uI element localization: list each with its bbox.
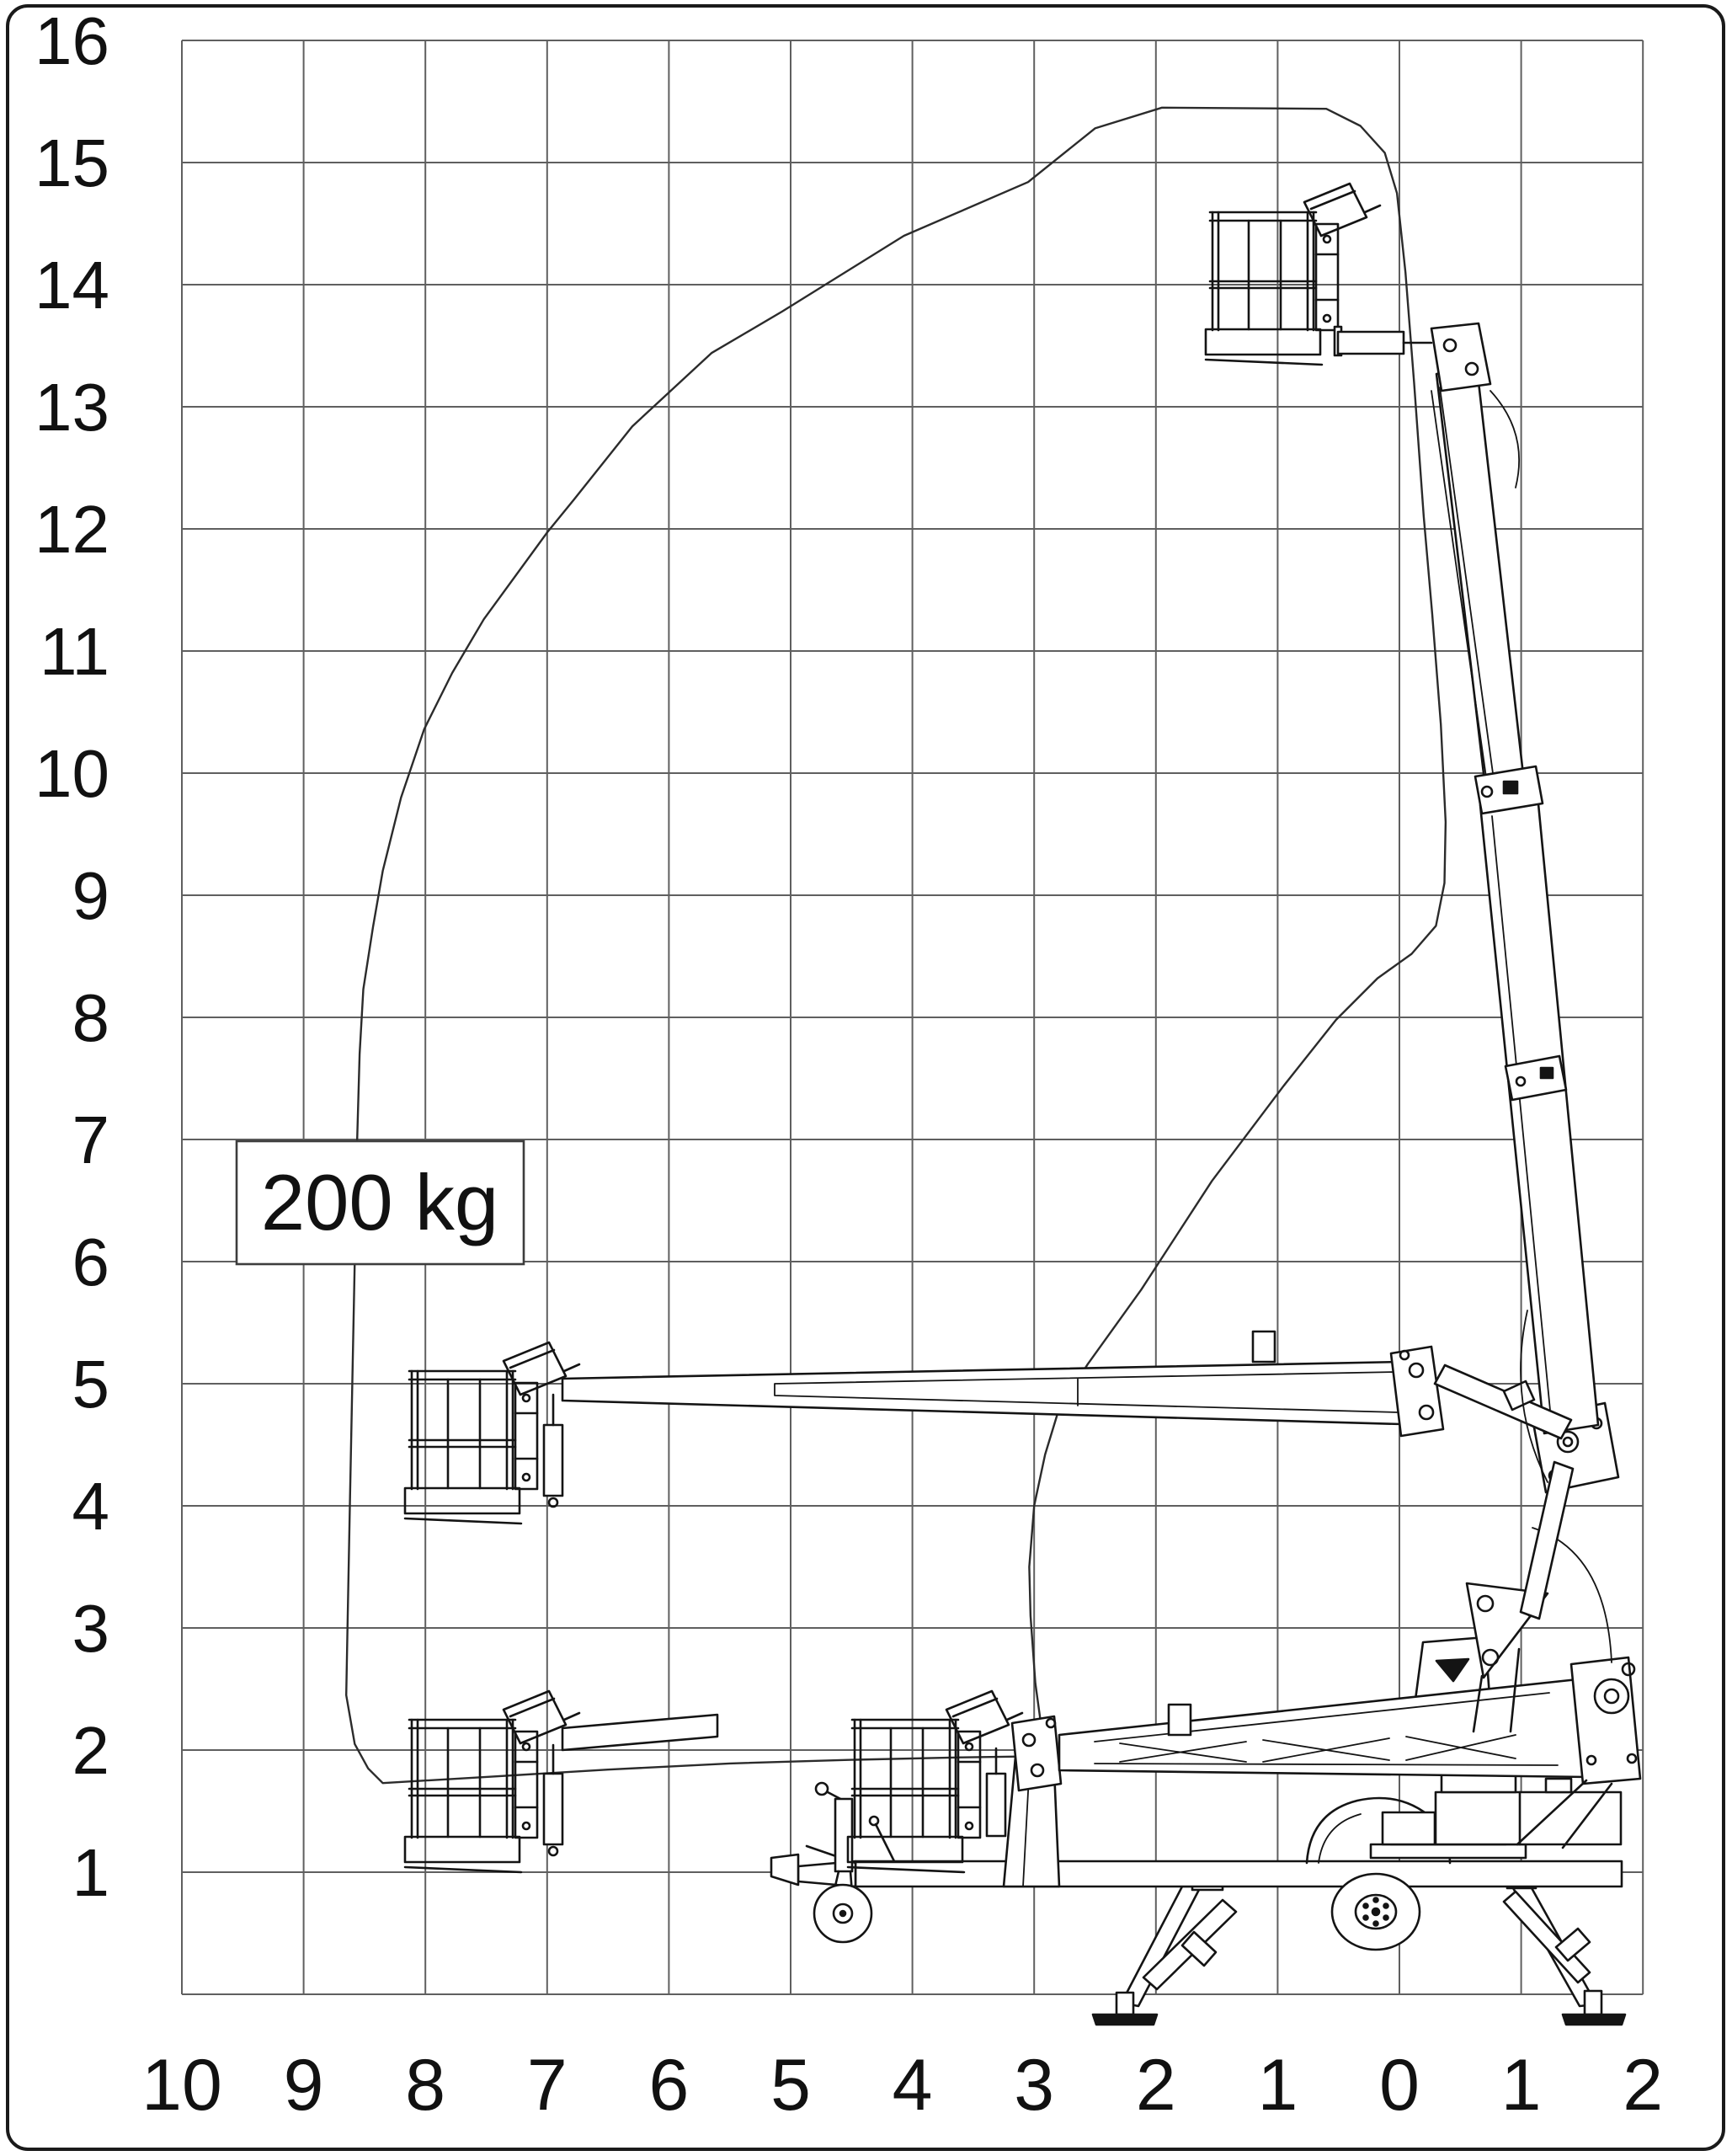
outrigger-right-foot [1563, 2015, 1625, 2025]
basket-stowed [848, 1691, 1022, 1872]
y-tick-label: 16 [35, 3, 109, 78]
jockey-crank [816, 1783, 828, 1795]
x-tick-label: 4 [892, 2045, 933, 2126]
x-tick-label: 5 [770, 2045, 811, 2126]
basket-low [405, 1691, 579, 1872]
x-tick-label: 6 [648, 2045, 690, 2126]
x-tick-label: 2 [1135, 2045, 1176, 2126]
y-tick-label: 1 [72, 1835, 109, 1910]
x-tick-label: 0 [1379, 2045, 1420, 2126]
y-tick-label: 3 [72, 1591, 109, 1666]
machine-boom-raised [1206, 184, 1618, 1732]
y-tick-label: 2 [72, 1713, 109, 1788]
y-tick-label: 9 [72, 858, 109, 933]
load-badge [237, 1141, 524, 1264]
y-tick-label: 8 [72, 980, 109, 1055]
boom-horizontal [562, 1362, 1401, 1424]
y-tick-label: 15 [35, 125, 109, 200]
head-swing-arc [1490, 391, 1519, 488]
x-tick-label: 8 [405, 2045, 446, 2126]
boom-head-block [1571, 1657, 1640, 1784]
load-badge-label: 200 kg [260, 1158, 499, 1246]
turret-pedestal [1383, 1812, 1435, 1844]
x-tick-label: 3 [1014, 2045, 1055, 2126]
y-tick-label: 4 [72, 1469, 109, 1544]
hitch-coupler [771, 1854, 798, 1885]
y-tick-label: 10 [35, 736, 109, 811]
basket-link-head [1431, 323, 1490, 391]
x-tick-label: 7 [526, 2045, 568, 2126]
boom-lower-section [1480, 795, 1598, 1433]
x-tick-label: 1 [1257, 2045, 1298, 2126]
x-tick-label: 9 [283, 2045, 324, 2126]
y-tick-label: 12 [35, 492, 109, 567]
machine-boom-horizontal [405, 1310, 1571, 1524]
y-tick-label: 13 [35, 370, 109, 445]
boom-stub-low [562, 1715, 717, 1750]
x-tick-label: 10 [141, 2045, 222, 2126]
x-tick-label: 2 [1623, 2045, 1664, 2126]
outrigger-left-foot [1093, 2015, 1157, 2025]
basket-mid [405, 1342, 579, 1524]
x-tick-label: 1 [1500, 2045, 1542, 2126]
machine-basket-low [405, 1691, 717, 1872]
boom-head-bracket [1391, 1347, 1443, 1436]
y-tick-label: 11 [39, 614, 109, 689]
y-tick-label: 6 [72, 1225, 109, 1299]
boom-transport [1059, 1679, 1588, 1777]
working-envelope-curve [346, 108, 1446, 1783]
y-tick-label: 5 [72, 1347, 109, 1422]
y-tick-label: 7 [72, 1102, 109, 1177]
y-tick-label: 14 [35, 248, 109, 323]
chassis-beam [855, 1861, 1622, 1886]
counterweight-box [1436, 1792, 1621, 1844]
